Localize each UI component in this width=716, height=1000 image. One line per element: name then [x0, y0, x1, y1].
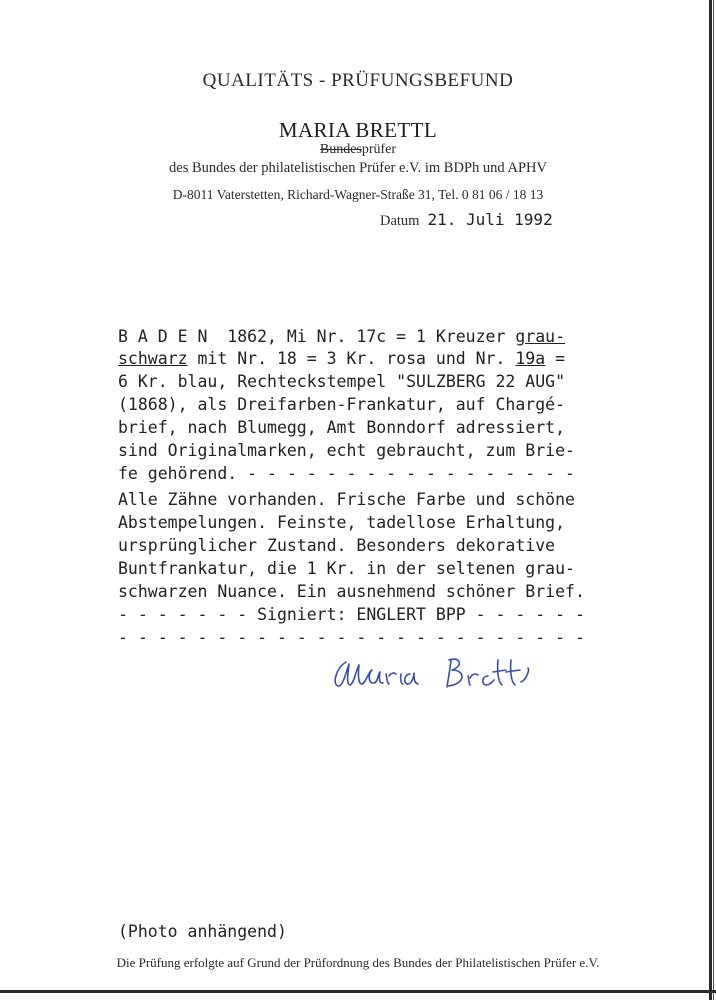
body-line: (1868), als Dreifarben-Frankatur, auf Chargé-: [118, 395, 566, 414]
body-line: brief, nach Blumegg, Amt Bonndorf adressiert,: [118, 418, 566, 437]
role-struck-text: Bundes: [319, 142, 362, 157]
examiner-organization: des Bundes der philatelistischen Prüfer e.V. im BDPh und APHV: [169, 160, 547, 176]
document-title: QUALITÄTS - PRÜFUNGSBEFUND: [202, 70, 514, 91]
underlined-text: 19a: [515, 349, 546, 368]
date-label: Datum: [380, 213, 420, 229]
examiner-address: D-8011 Vaterstetten, Richard-Wagner-Straße 31, Tel. 0 81 06 / 18 13: [172, 187, 544, 202]
underlined-text: schwarz: [118, 349, 188, 368]
page-edge-bottom: [0, 990, 716, 993]
date-row: [380, 210, 553, 230]
body-line: - - - - - - - - - - - - - - - - - - - - - - - -: [118, 628, 585, 647]
body-line: [118, 349, 565, 368]
body-line: Buntfrankatur, die 1 Kr. in der seltenen grau-: [118, 559, 575, 578]
text-run: B A D E N 1862, Mi Nr. 17c = 1 Kreuzer: [118, 327, 516, 346]
body-line: 6 Kr. blau, Rechteckstempel "SULZBERG 22 AUG": [118, 372, 566, 391]
body-line: sind Originalmarken, echt gebraucht, zum Brie-: [118, 441, 575, 460]
date-value: 21. Juli 1992: [427, 210, 553, 229]
body-line: schwarzen Nuance. Ein ausnehmend schöner Brief.: [118, 582, 585, 601]
examiner-role: [0, 142, 716, 158]
footer-text: Die Prüfung erfolgte auf Grund der Prüfordnung des Bundes der Philatelistischen Prüfer e.V.: [116, 955, 600, 970]
photo-note: (Photo anhängend): [118, 922, 287, 941]
handwritten-signature: [328, 640, 553, 695]
body-line: ursprünglicher Zustand. Besonders dekorative: [118, 536, 556, 555]
body-line: [118, 327, 565, 346]
body-line: fe gehörend. - - - - - - - - - - - - - - - - -: [118, 464, 575, 483]
body-line: Abstempelungen. Feinste, tadellose Erhaltung,: [118, 513, 566, 532]
text-run: =: [545, 349, 566, 368]
text-run: mit Nr. 18 = 3 Kr. rosa und Nr.: [187, 349, 516, 368]
underlined-text: grau-: [515, 327, 566, 346]
body-line: - - - - - - - Signiert: ENGLERT BPP - - - - - -: [118, 605, 585, 624]
examiner-name: MARIA BRETTL: [278, 118, 438, 142]
role-text: prüfer: [361, 142, 397, 157]
body-line: Alle Zähne vorhanden. Frische Farbe und schöne: [118, 490, 575, 509]
